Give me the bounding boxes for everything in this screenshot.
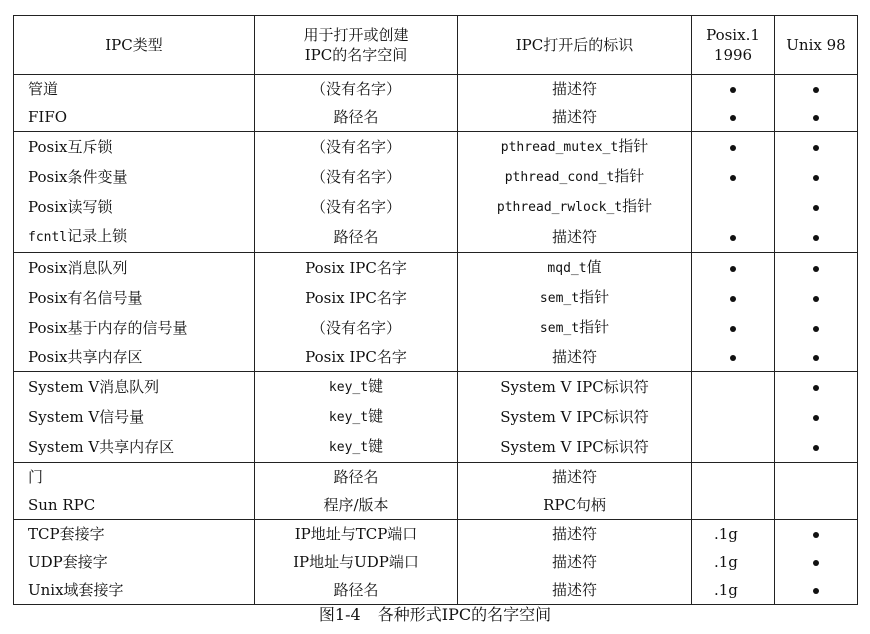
supported-dot-icon (813, 87, 819, 93)
cell-unix98 (775, 463, 858, 492)
cell-namespace: 路径名 (255, 222, 458, 253)
cell-namespace: 路径名 (255, 463, 458, 492)
cell-namespace: 程序/版本 (255, 491, 458, 520)
figure-title: 各种形式IPC的名字空间 (377, 605, 552, 624)
header-identifier: IPC打开后的标识 (458, 16, 692, 75)
code-token: fcntl (28, 230, 68, 245)
cell-unix98 (775, 432, 858, 463)
cell-ipc-type: System V共享内存区 (14, 432, 255, 463)
cell-unix98 (775, 372, 858, 403)
cell-ipc-type: System V消息队列 (14, 372, 255, 403)
supported-dot-icon (813, 175, 819, 181)
supported-dot-icon (730, 296, 736, 302)
cell-unix98 (775, 343, 858, 372)
cell-unix98 (775, 313, 858, 343)
supported-dot-icon (813, 355, 819, 361)
header-posix (692, 16, 775, 75)
cell-unix98 (775, 75, 858, 104)
supported-dot-icon (813, 115, 819, 121)
cell-posix (692, 372, 775, 403)
cell-ipc-type: fcntl记录上锁 (14, 222, 255, 253)
cell-unix98 (775, 520, 858, 549)
cell-unix98 (775, 103, 858, 132)
table-row (14, 75, 858, 104)
table-row (14, 432, 858, 463)
cell-namespace: Posix IPC名字 (255, 283, 458, 313)
supported-dot-icon (730, 355, 736, 361)
cell-identifier: 描述符 (458, 103, 692, 132)
supported-dot-icon (813, 235, 819, 241)
code-token: key_t (328, 380, 369, 395)
cell-namespace: （没有名字） (255, 192, 458, 222)
cell-ipc-type: 管道 (14, 75, 255, 104)
cell-unix98 (775, 402, 858, 432)
cell-identifier: 描述符 (458, 222, 692, 253)
cell-unix98 (775, 548, 858, 576)
cell-ipc-type: Unix域套接字 (14, 576, 255, 605)
cell-ipc-type: Posix有名信号量 (14, 283, 255, 313)
cell-namespace: Posix IPC名字 (255, 253, 458, 284)
cell-identifier: 描述符 (458, 75, 692, 104)
cell-posix (692, 103, 775, 132)
cell-posix (692, 132, 775, 163)
table-body (14, 75, 858, 605)
supported-dot-icon (813, 560, 819, 566)
cell-identifier: sem_t指针 (458, 313, 692, 343)
table-row (14, 103, 858, 132)
cell-posix (692, 343, 775, 372)
supported-dot-icon (813, 296, 819, 302)
cell-posix (692, 313, 775, 343)
code-token: pthread_mutex_t (500, 140, 619, 155)
cell-identifier: System V IPC标识符 (458, 402, 692, 432)
cell-identifier: 描述符 (458, 343, 692, 372)
cell-namespace: IP地址与TCP端口 (255, 520, 458, 549)
supported-dot-icon (813, 266, 819, 272)
cell-ipc-type: Posix读写锁 (14, 192, 255, 222)
table-row (14, 253, 858, 284)
supported-dot-icon (813, 385, 819, 391)
table-row (14, 576, 858, 605)
cell-ipc-type: Posix条件变量 (14, 162, 255, 192)
code-token: sem_t (539, 321, 580, 336)
supported-dot-icon (813, 145, 819, 151)
supported-dot-icon (730, 235, 736, 241)
code-token: key_t (328, 410, 369, 425)
cell-posix: .1g (692, 548, 775, 576)
cell-ipc-type: Posix消息队列 (14, 253, 255, 284)
code-token: key_t (328, 440, 369, 455)
cell-namespace: （没有名字） (255, 313, 458, 343)
cell-namespace: key_t键 (255, 432, 458, 463)
cell-namespace: Posix IPC名字 (255, 343, 458, 372)
supported-dot-icon (813, 326, 819, 332)
cell-ipc-type: Posix基于内存的信号量 (14, 313, 255, 343)
supported-dot-icon (730, 145, 736, 151)
cell-unix98 (775, 222, 858, 253)
table-row (14, 491, 858, 520)
header-row (14, 16, 858, 75)
cell-posix (692, 402, 775, 432)
cell-namespace: IP地址与UDP端口 (255, 548, 458, 576)
cell-identifier: 描述符 (458, 548, 692, 576)
cell-unix98 (775, 576, 858, 605)
supported-dot-icon (730, 266, 736, 272)
supported-dot-icon (813, 445, 819, 451)
cell-identifier: 描述符 (458, 576, 692, 605)
cell-identifier: sem_t指针 (458, 283, 692, 313)
header-namespace-line2: IPC的名字空间 (304, 46, 408, 64)
cell-ipc-type: FIFO (14, 103, 255, 132)
supported-dot-icon (813, 532, 819, 538)
cell-posix (692, 432, 775, 463)
table-row (14, 463, 858, 492)
cell-identifier: 描述符 (458, 520, 692, 549)
cell-namespace: （没有名字） (255, 75, 458, 104)
cell-posix (692, 283, 775, 313)
table-row (14, 222, 858, 253)
header-namespace-line1: 用于打开或创建 (303, 26, 409, 44)
cell-identifier: mqd_t值 (458, 253, 692, 284)
code-token: pthread_cond_t (504, 170, 615, 185)
cell-posix: .1g (692, 520, 775, 549)
table-row (14, 162, 858, 192)
cell-ipc-type: 门 (14, 463, 255, 492)
cell-identifier: System V IPC标识符 (458, 432, 692, 463)
cell-unix98 (775, 283, 858, 313)
cell-identifier: System V IPC标识符 (458, 372, 692, 403)
cell-posix (692, 75, 775, 104)
cell-ipc-type: TCP套接字 (14, 520, 255, 549)
cell-posix (692, 463, 775, 492)
figure-number: 图1-4 (318, 605, 361, 624)
table-row (14, 372, 858, 403)
header-ipc-type: IPC类型 (14, 16, 255, 75)
header-namespace (255, 16, 458, 75)
table-row (14, 192, 858, 222)
supported-dot-icon (730, 326, 736, 332)
cell-identifier: RPC句柄 (458, 491, 692, 520)
cell-namespace: 路径名 (255, 576, 458, 605)
cell-namespace: key_t键 (255, 372, 458, 403)
cell-unix98 (775, 132, 858, 163)
supported-dot-icon (730, 87, 736, 93)
cell-posix (692, 222, 775, 253)
cell-unix98 (775, 162, 858, 192)
cell-ipc-type: Posix共享内存区 (14, 343, 255, 372)
table-row (14, 283, 858, 313)
cell-posix (692, 253, 775, 284)
cell-unix98 (775, 253, 858, 284)
cell-namespace: （没有名字） (255, 132, 458, 163)
cell-unix98 (775, 192, 858, 222)
code-token: pthread_rwlock_t (496, 200, 623, 215)
cell-ipc-type: System V信号量 (14, 402, 255, 432)
cell-namespace: key_t键 (255, 402, 458, 432)
cell-unix98 (775, 491, 858, 520)
cell-posix (692, 491, 775, 520)
cell-posix (692, 192, 775, 222)
cell-identifier: pthread_mutex_t指针 (458, 132, 692, 163)
supported-dot-icon (730, 115, 736, 121)
table-row (14, 520, 858, 549)
cell-identifier: 描述符 (458, 463, 692, 492)
figure-caption (0, 604, 870, 626)
header-unix98: Unix 98 (775, 16, 858, 75)
ipc-namespace-table (13, 15, 858, 605)
supported-dot-icon (813, 205, 819, 211)
supported-dot-icon (730, 175, 736, 181)
cell-posix: .1g (692, 576, 775, 605)
table-row (14, 132, 858, 163)
cell-ipc-type: Sun RPC (14, 491, 255, 520)
cell-identifier: pthread_cond_t指针 (458, 162, 692, 192)
table-row (14, 548, 858, 576)
header-posix-line1: Posix.1 (706, 26, 760, 44)
table-row (14, 313, 858, 343)
header-posix-line2: 1996 (713, 46, 753, 64)
supported-dot-icon (813, 415, 819, 421)
cell-posix (692, 162, 775, 192)
cell-ipc-type: UDP套接字 (14, 548, 255, 576)
cell-ipc-type: Posix互斥锁 (14, 132, 255, 163)
code-token: sem_t (539, 291, 580, 306)
table-row (14, 343, 858, 372)
code-token: mqd_t (547, 261, 587, 276)
cell-identifier: pthread_rwlock_t指针 (458, 192, 692, 222)
cell-namespace: （没有名字） (255, 162, 458, 192)
table-row (14, 402, 858, 432)
cell-namespace: 路径名 (255, 103, 458, 132)
supported-dot-icon (813, 588, 819, 594)
